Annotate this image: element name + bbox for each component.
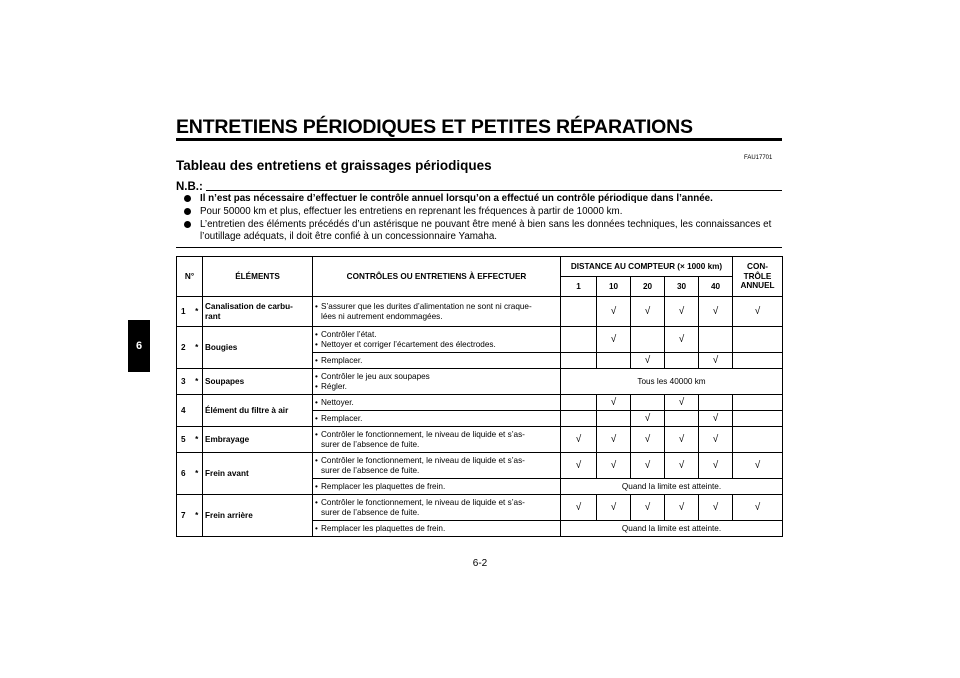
row-number: 7 xyxy=(177,495,192,537)
table-row xyxy=(177,427,783,453)
control-cell xyxy=(313,297,561,327)
dealer-asterisk: * xyxy=(192,495,203,537)
empty-cell xyxy=(561,395,597,411)
check-mark-icon: √ xyxy=(733,495,783,521)
control-item: • Régler. xyxy=(315,382,558,392)
empty-cell xyxy=(631,395,665,411)
control-item: • S’assurer que les durites d’alimentation ne sont ni craque- lées ni autrement endommagées. xyxy=(315,302,558,321)
check-mark-icon: √ xyxy=(631,411,665,427)
header-distance: DISTANCE AU COMPTEUR (× 1000 km) xyxy=(561,257,733,277)
row-number: 5 xyxy=(177,427,192,453)
table-row xyxy=(177,369,783,395)
control-cell xyxy=(313,479,561,495)
header-km: 40 xyxy=(699,277,733,297)
row-number: 2 xyxy=(177,327,192,369)
check-mark-icon: √ xyxy=(665,495,699,521)
empty-cell xyxy=(631,327,665,353)
interval-note: Tous les 40000 km xyxy=(561,369,783,395)
empty-cell xyxy=(561,327,597,353)
check-mark-icon: √ xyxy=(597,297,631,327)
row-number: 6 xyxy=(177,453,192,495)
dealer-asterisk xyxy=(192,395,203,427)
empty-cell xyxy=(561,411,597,427)
control-cell xyxy=(313,521,561,537)
control-cell xyxy=(313,411,561,427)
check-mark-icon: √ xyxy=(699,353,733,369)
interval-note: Quand la limite est atteinte. xyxy=(561,479,783,495)
check-mark-icon: √ xyxy=(561,427,597,453)
control-item: • Remplacer. xyxy=(315,356,558,366)
check-mark-icon: √ xyxy=(631,427,665,453)
table-row xyxy=(177,453,783,479)
page-title: ENTRETIENS PÉRIODIQUES ET PETITES RÉPARATIONS xyxy=(176,116,693,138)
empty-cell xyxy=(699,395,733,411)
check-mark-icon: √ xyxy=(733,453,783,479)
note-label: N.B.: xyxy=(176,181,203,193)
note-item xyxy=(184,219,784,245)
bullet-icon xyxy=(184,208,191,215)
empty-cell xyxy=(597,353,631,369)
header-annual: CON- TRÔLE ANNUEL xyxy=(733,257,783,297)
empty-cell xyxy=(561,297,597,327)
control-item: • Remplacer les plaquettes de frein. xyxy=(315,482,558,492)
header-no: N° xyxy=(177,257,203,297)
check-mark-icon: √ xyxy=(597,395,631,411)
empty-cell xyxy=(597,411,631,427)
control-item: • Contrôler le fonctionnement, le niveau de liquide et s’as- surer de l’absence de fuite. xyxy=(315,456,558,475)
check-mark-icon: √ xyxy=(597,327,631,353)
empty-cell xyxy=(665,353,699,369)
element-name: Élément du filtre à air xyxy=(203,395,313,427)
control-item: • Contrôler le fonctionnement, le niveau de liquide et s’as- surer de l’absence de fuite. xyxy=(315,430,558,449)
control-item: • Remplacer les plaquettes de frein. xyxy=(315,524,558,534)
row-number: 1 xyxy=(177,297,192,327)
header-km: 1 xyxy=(561,277,597,297)
check-mark-icon: √ xyxy=(665,395,699,411)
control-cell xyxy=(313,453,561,479)
empty-cell xyxy=(733,427,783,453)
note-text: L’entretien des éléments précédés d’un astérisque ne pouvant être mené à bien sans les données techniques, les connaissances et l’outillage adéquats, il doit être confié à un concessionnaire Yamaha. xyxy=(200,218,772,243)
note-item xyxy=(184,193,784,206)
table-row xyxy=(177,297,783,327)
note-text: Pour 50000 km et plus, effectuer les entretiens en reprenant les fréquences à partir de 10000 km. xyxy=(200,205,623,217)
check-mark-icon: √ xyxy=(597,427,631,453)
check-mark-icon: √ xyxy=(665,453,699,479)
control-item: • Contrôler le jeu aux soupapes xyxy=(315,372,558,382)
page-number: 6-2 xyxy=(472,558,488,569)
dealer-asterisk: * xyxy=(192,369,203,395)
maintenance-table xyxy=(176,256,783,537)
check-mark-icon: √ xyxy=(665,297,699,327)
control-item: • Contrôler le fonctionnement, le niveau de liquide et s’as- surer de l’absence de fuite. xyxy=(315,498,558,517)
check-mark-icon: √ xyxy=(597,453,631,479)
dealer-asterisk: * xyxy=(192,297,203,327)
control-item: • Nettoyer. xyxy=(315,398,558,408)
note-text: Il n’est pas nécessaire d’effectuer le contrôle annuel lorsqu’on a effectué un contrôle périodique dans l’année. xyxy=(200,193,713,204)
check-mark-icon: √ xyxy=(699,427,733,453)
control-cell xyxy=(313,427,561,453)
table-row xyxy=(177,495,783,521)
header-controls: CONTRÔLES OU ENTRETIENS À EFFECTUER xyxy=(313,257,561,297)
check-mark-icon: √ xyxy=(733,297,783,327)
check-mark-icon: √ xyxy=(699,453,733,479)
check-mark-icon: √ xyxy=(631,453,665,479)
empty-cell xyxy=(699,327,733,353)
row-number: 3 xyxy=(177,369,192,395)
check-mark-icon: √ xyxy=(631,297,665,327)
check-mark-icon: √ xyxy=(597,495,631,521)
control-cell xyxy=(313,369,561,395)
control-item: • Nettoyer et corriger l’écartement des électrodes. xyxy=(315,340,558,350)
control-cell xyxy=(313,495,561,521)
dealer-asterisk: * xyxy=(192,427,203,453)
header-elements: ÉLÉMENTS xyxy=(203,257,313,297)
empty-cell xyxy=(733,353,783,369)
check-mark-icon: √ xyxy=(665,427,699,453)
control-cell xyxy=(313,353,561,369)
control-cell xyxy=(313,327,561,353)
empty-cell xyxy=(733,411,783,427)
interval-note: Quand la limite est atteinte. xyxy=(561,521,783,537)
table-row xyxy=(177,395,783,411)
header-km: 30 xyxy=(665,277,699,297)
check-mark-icon: √ xyxy=(631,495,665,521)
element-name: Frein arrière xyxy=(203,495,313,537)
table-row xyxy=(177,327,783,353)
check-mark-icon: √ xyxy=(699,297,733,327)
check-mark-icon: √ xyxy=(699,495,733,521)
bullet-icon xyxy=(184,195,191,202)
note-list xyxy=(184,193,784,244)
check-mark-icon: √ xyxy=(699,411,733,427)
empty-cell xyxy=(665,411,699,427)
row-number: 4 xyxy=(177,395,192,427)
chapter-tab: 6 xyxy=(128,320,150,372)
element-name: Frein avant xyxy=(203,453,313,495)
empty-cell xyxy=(561,353,597,369)
check-mark-icon: √ xyxy=(631,353,665,369)
note-bottom-rule xyxy=(176,247,782,248)
header-km: 10 xyxy=(597,277,631,297)
bullet-icon xyxy=(184,221,191,228)
check-mark-icon: √ xyxy=(665,327,699,353)
note-top-rule xyxy=(206,190,782,191)
control-item: • Remplacer. xyxy=(315,414,558,424)
control-cell xyxy=(313,395,561,411)
title-rule xyxy=(176,138,782,141)
control-item: • Contrôler l’état. xyxy=(315,330,558,340)
check-mark-icon: √ xyxy=(561,453,597,479)
element-name: Soupapes xyxy=(203,369,313,395)
check-mark-icon: √ xyxy=(561,495,597,521)
element-name: Embrayage xyxy=(203,427,313,453)
note-item xyxy=(184,206,784,219)
dealer-asterisk: * xyxy=(192,453,203,495)
header-km: 20 xyxy=(631,277,665,297)
dealer-asterisk: * xyxy=(192,327,203,369)
empty-cell xyxy=(733,327,783,353)
document-code: FAU17701 xyxy=(744,155,773,161)
empty-cell xyxy=(733,395,783,411)
element-name: Canalisation de carbu- rant xyxy=(203,297,313,327)
element-name: Bougies xyxy=(203,327,313,369)
section-heading: Tableau des entretiens et graissages périodiques xyxy=(176,158,492,173)
